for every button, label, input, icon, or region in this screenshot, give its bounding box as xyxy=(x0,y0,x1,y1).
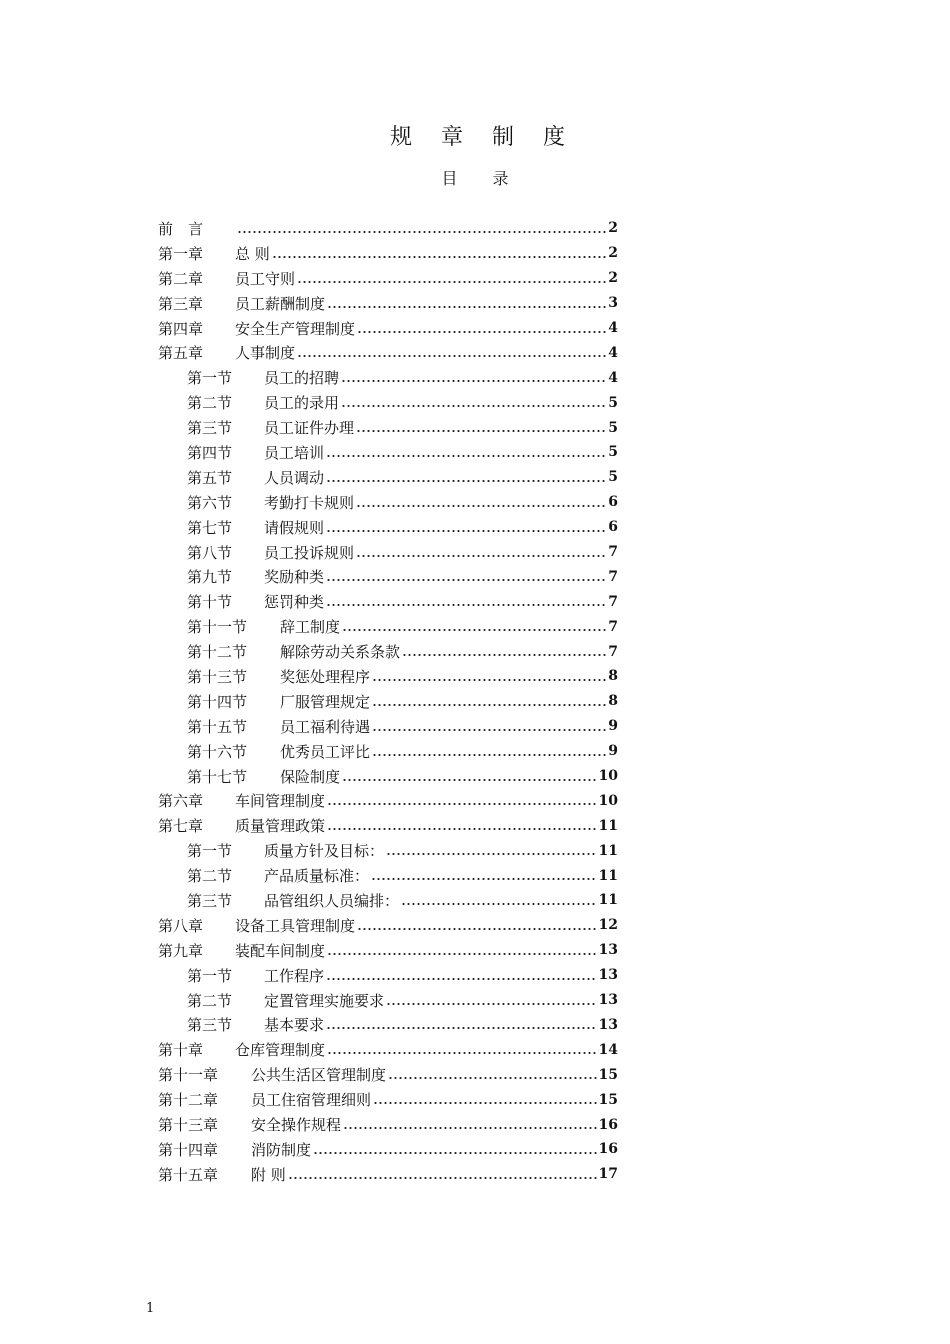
toc-entry-label: 第二节 xyxy=(187,394,233,413)
toc-dot-leader xyxy=(372,744,606,759)
toc-dot-leader xyxy=(342,619,606,634)
toc-dot-leader xyxy=(326,470,606,485)
toc-entry[interactable] xyxy=(158,589,618,614)
toc-dot-leader xyxy=(401,893,597,908)
toc-entry-label: 第七章 xyxy=(158,817,204,836)
toc-dot-leader xyxy=(327,793,597,808)
toc-entry[interactable] xyxy=(158,1062,618,1087)
toc-dot-leader xyxy=(388,1067,597,1082)
toc-entry-page: 4 xyxy=(608,369,618,386)
toc-entry-label: 第四节 xyxy=(187,443,233,462)
toc-entry-page: 5 xyxy=(608,444,618,461)
toc-entry-page: 13 xyxy=(598,992,618,1009)
toc-entry-label: 第十节 xyxy=(187,593,233,612)
toc-entry[interactable] xyxy=(158,1087,618,1112)
toc-entry-page: 10 xyxy=(598,792,618,809)
toc-entry-page: 8 xyxy=(608,668,618,685)
toc-entry-title: 质量管理政策 xyxy=(235,817,326,836)
toc-entry[interactable] xyxy=(158,365,618,390)
toc-dot-leader xyxy=(356,495,606,510)
toc-entry-label: 第一节 xyxy=(187,842,233,861)
toc-entry-label: 第十七节 xyxy=(187,767,248,786)
toc-dot-leader xyxy=(402,644,606,659)
toc-entry-label: 第七节 xyxy=(187,518,233,537)
toc-entry-title: 车间管理制度 xyxy=(235,792,326,811)
toc-entry-page: 5 xyxy=(608,419,618,436)
toc-entry-title: 定置管理实施要求 xyxy=(264,991,385,1010)
toc-dot-leader xyxy=(297,271,606,286)
toc-entry[interactable] xyxy=(158,1137,618,1162)
toc-entry-page: 17 xyxy=(598,1166,618,1183)
toc-entry-title: 请假规则 xyxy=(264,518,325,537)
toc-dot-leader xyxy=(341,370,606,385)
toc-entry[interactable] xyxy=(158,316,618,341)
toc-entry-label: 第十一节 xyxy=(187,618,248,637)
toc-entry[interactable] xyxy=(158,1013,618,1038)
toc-entry-label: 第十二节 xyxy=(187,643,248,662)
toc-entry-label: 第三节 xyxy=(187,419,233,438)
toc-entry[interactable] xyxy=(158,564,618,589)
toc-entry-label: 第二节 xyxy=(187,991,233,1010)
toc-entry-title: 辞工制度 xyxy=(280,618,341,637)
toc-entry-page: 7 xyxy=(608,643,618,660)
toc-dot-leader xyxy=(356,420,606,435)
toc-entry-label: 第一节 xyxy=(187,966,233,985)
toc-entry-title: 员工证件办理 xyxy=(264,419,355,438)
toc-entry-label: 第五节 xyxy=(187,468,233,487)
toc-entry-label: 第十五节 xyxy=(187,717,248,736)
toc-entry-label: 第二节 xyxy=(187,867,233,886)
toc-entry-label: 第三节 xyxy=(187,1016,233,1035)
toc-entry[interactable] xyxy=(158,888,618,913)
toc-entry[interactable] xyxy=(158,788,618,813)
toc-entry-page: 13 xyxy=(598,942,618,959)
toc-dot-leader xyxy=(326,520,606,535)
toc-entry-title: 员工薪酬制度 xyxy=(235,294,326,313)
toc-entry[interactable] xyxy=(158,291,618,316)
toc-entry-page: 11 xyxy=(598,817,618,834)
toc-entry[interactable] xyxy=(158,764,618,789)
toc-entry-page: 11 xyxy=(598,892,618,909)
toc-entry-label: 第九节 xyxy=(187,568,233,587)
toc-dot-leader xyxy=(327,943,597,958)
toc-entry-title: 员工住宿管理细则 xyxy=(251,1091,372,1110)
toc-entry-page: 2 xyxy=(608,245,618,262)
toc-dot-leader xyxy=(341,395,606,410)
toc-entry[interactable] xyxy=(158,838,618,863)
toc-entry-page: 16 xyxy=(598,1116,618,1133)
toc-entry-title: 人员调动 xyxy=(264,468,325,487)
page-number: 1 xyxy=(146,1301,155,1316)
toc-entry-title: 品管组织人员编排： xyxy=(264,891,400,910)
toc-entry-label: 第十三章 xyxy=(158,1116,219,1134)
toc-entry-page: 8 xyxy=(608,693,618,710)
toc-entry-page: 7 xyxy=(608,618,618,635)
toc-entry-label: 第五章 xyxy=(158,344,204,363)
toc-dot-leader xyxy=(357,321,606,336)
toc-entry-title: 员工的招聘 xyxy=(264,369,340,388)
toc-entry-page: 2 xyxy=(608,270,618,287)
toc-entry-page: 11 xyxy=(598,867,618,884)
toc-entry-title: 总 则 xyxy=(235,244,270,263)
toc-entry[interactable] xyxy=(158,714,618,739)
toc-entry-title: 优秀员工评比 xyxy=(280,742,371,761)
toc-entry-page: 7 xyxy=(608,593,618,610)
toc-entry-title: 基本要求 xyxy=(264,1016,325,1035)
document-title: 规 章 制 度 xyxy=(390,125,576,150)
toc-dot-leader xyxy=(327,1042,597,1057)
toc-entry[interactable] xyxy=(158,390,618,415)
toc-entry-page: 14 xyxy=(598,1041,618,1058)
toc-entry-page: 9 xyxy=(608,718,618,735)
toc-entry[interactable] xyxy=(158,490,618,515)
toc-entry[interactable] xyxy=(158,639,618,664)
toc-entry-label: 第六节 xyxy=(187,493,233,512)
toc-dot-leader xyxy=(342,769,597,784)
toc-entry-page: 16 xyxy=(598,1141,618,1158)
toc-entry-title: 公共生活区管理制度 xyxy=(251,1066,387,1085)
toc-entry-page: 10 xyxy=(598,768,618,785)
toc-entry-label: 第三节 xyxy=(187,891,233,910)
toc-entry-title: 消防制度 xyxy=(251,1140,312,1159)
toc-dot-leader xyxy=(313,1142,597,1157)
toc-entry[interactable] xyxy=(158,1037,618,1062)
toc-entry-label: 第一章 xyxy=(158,244,204,263)
toc-entry[interactable] xyxy=(158,614,618,639)
toc-entry-page: 15 xyxy=(598,1091,618,1108)
toc-entry[interactable] xyxy=(158,1112,618,1137)
toc-dot-leader xyxy=(372,694,606,709)
toc-entry[interactable] xyxy=(158,540,618,565)
toc-entry-label: 第十章 xyxy=(158,1041,204,1060)
toc-dot-leader xyxy=(372,719,606,734)
toc-entry-label: 第八节 xyxy=(187,543,233,562)
toc-entry[interactable] xyxy=(158,988,618,1013)
toc-dot-leader xyxy=(326,1017,597,1032)
toc-dot-leader xyxy=(372,669,606,684)
toc-entry[interactable] xyxy=(158,689,618,714)
toc-entry[interactable] xyxy=(158,465,618,490)
toc-entry-title: 奖励种类 xyxy=(264,568,325,587)
toc-heading: 目 录 xyxy=(441,169,509,188)
toc-entry-title: 质量方针及目标： xyxy=(264,842,385,861)
toc-dot-leader xyxy=(326,569,606,584)
toc-entry[interactable] xyxy=(158,813,618,838)
toc-dot-leader xyxy=(237,221,606,236)
toc-entry[interactable] xyxy=(158,440,618,465)
toc-dot-leader xyxy=(297,345,606,360)
toc-entry-title: 厂服管理规定 xyxy=(280,692,371,711)
toc-entry[interactable] xyxy=(158,938,618,963)
toc-entry-page: 6 xyxy=(608,519,618,536)
toc-entry-page: 9 xyxy=(608,743,618,760)
toc-entry-title: 设备工具管理制度 xyxy=(235,916,356,935)
toc-entry-page: 7 xyxy=(608,568,618,585)
toc-entry-title: 工作程序 xyxy=(264,966,325,985)
toc-entry-page: 13 xyxy=(598,1016,618,1033)
toc-entry[interactable] xyxy=(158,863,618,888)
toc-entry-label: 第十五章 xyxy=(158,1165,219,1184)
toc-entry-page: 4 xyxy=(608,344,618,361)
toc-entry[interactable] xyxy=(158,963,618,988)
toc-entry-page: 5 xyxy=(608,394,618,411)
toc-entry[interactable] xyxy=(158,241,618,266)
toc-entry-label: 第十一章 xyxy=(158,1066,219,1085)
toc-entry[interactable] xyxy=(158,739,618,764)
toc-entry-page: 4 xyxy=(608,320,618,336)
toc-entry-title: 奖惩处理程序 xyxy=(280,667,371,686)
toc-dot-leader xyxy=(357,918,597,933)
toc-entry-page: 2 xyxy=(608,220,618,237)
toc-entry[interactable] xyxy=(158,266,618,291)
toc-entry-title: 产品质量标准： xyxy=(264,867,370,886)
toc-entry-title: 装配车间制度 xyxy=(235,941,326,960)
toc-entry-title: 解除劳动关系条款 xyxy=(280,643,401,662)
toc-entry-title: 员工福利待遇 xyxy=(280,717,371,736)
toc-dot-leader xyxy=(373,1092,597,1107)
toc-entry-page: 13 xyxy=(598,967,618,984)
toc-entry[interactable] xyxy=(158,340,618,365)
toc-entry-label: 第九章 xyxy=(158,941,204,960)
toc-entry-label: 第十六节 xyxy=(187,742,248,761)
toc-dot-leader xyxy=(343,1117,597,1132)
toc-dot-leader xyxy=(326,445,606,460)
toc-dot-leader xyxy=(272,246,606,261)
toc-entry-label: 第十四章 xyxy=(158,1140,219,1159)
toc-dot-leader xyxy=(327,296,606,311)
toc-entry-title: 保险制度 xyxy=(280,767,341,786)
toc-entry[interactable] xyxy=(158,415,618,440)
toc-entry-page: 7 xyxy=(608,544,618,561)
toc-entry[interactable] xyxy=(158,515,618,540)
toc-entry-label: 第十二章 xyxy=(158,1091,219,1110)
toc-entry-title: 附 则 xyxy=(251,1165,286,1184)
toc-entry-label: 第十四节 xyxy=(187,692,248,711)
toc-entry[interactable] xyxy=(158,664,618,689)
toc-entry-label: 第一节 xyxy=(187,369,233,388)
toc-entry-label: 第六章 xyxy=(158,792,204,811)
toc-dot-leader xyxy=(326,968,597,983)
toc-entry-label: 第三章 xyxy=(158,294,204,313)
table-of-contents xyxy=(158,216,618,1187)
toc-entry-title: 员工培训 xyxy=(264,443,325,462)
toc-entry-title: 员工的录用 xyxy=(264,394,340,413)
toc-entry-page: 3 xyxy=(608,295,618,312)
toc-entry-label: 第十三节 xyxy=(187,667,248,686)
toc-entry-label: 第八章 xyxy=(158,916,204,935)
toc-entry-page: 5 xyxy=(608,469,618,486)
toc-entry-page: 15 xyxy=(598,1066,618,1083)
toc-entry-title: 安全操作规程 xyxy=(251,1116,342,1134)
toc-dot-leader xyxy=(386,993,597,1008)
toc-entry-label: 前 言 xyxy=(158,219,204,238)
toc-dot-leader xyxy=(371,868,597,883)
toc-entry-title: 惩罚种类 xyxy=(264,593,325,612)
toc-dot-leader xyxy=(288,1167,597,1182)
toc-entry[interactable] xyxy=(158,1162,618,1187)
toc-dot-leader xyxy=(326,594,606,609)
toc-entry-title: 考勤打卡规则 xyxy=(264,493,355,512)
toc-dot-leader xyxy=(386,843,597,858)
toc-entry-page: 12 xyxy=(598,917,618,934)
toc-entry-label: 第二章 xyxy=(158,269,204,288)
toc-entry-title: 安全生产管理制度 xyxy=(235,319,356,338)
toc-dot-leader xyxy=(356,545,606,560)
toc-entry-page: 11 xyxy=(598,842,618,859)
toc-entry-title: 员工守则 xyxy=(235,269,296,288)
toc-entry-page: 6 xyxy=(608,494,618,511)
toc-dot-leader xyxy=(327,818,597,833)
toc-entry[interactable] xyxy=(158,216,618,241)
toc-entry-title: 人事制度 xyxy=(235,344,296,363)
toc-entry[interactable] xyxy=(158,913,618,938)
toc-entry-title: 员工投诉规则 xyxy=(264,543,355,562)
toc-entry-label: 第四章 xyxy=(158,319,204,338)
toc-entry-title: 仓库管理制度 xyxy=(235,1041,326,1060)
